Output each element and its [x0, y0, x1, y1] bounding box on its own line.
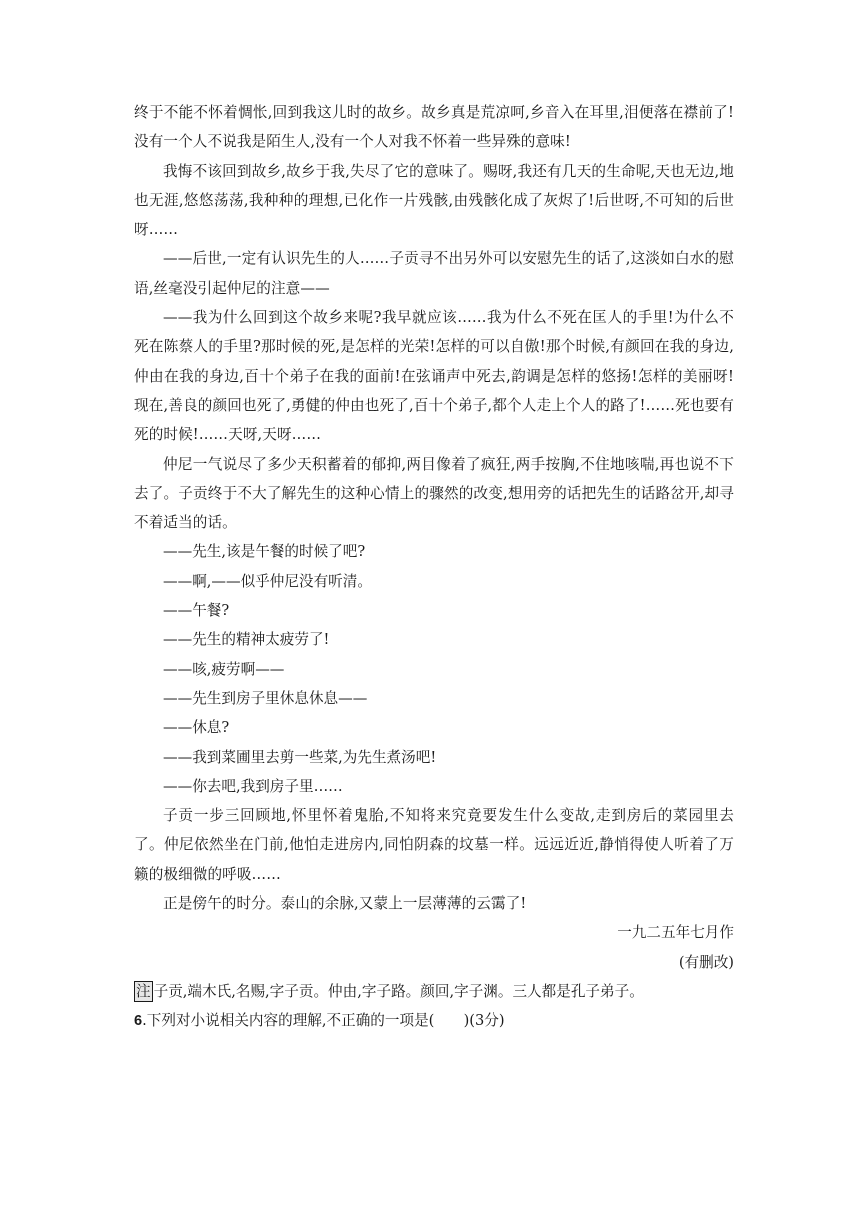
paragraph-closing-2: 正是傍午的时分。泰山的余脉,又蒙上一层薄薄的云霭了!: [163, 895, 527, 913]
question-text: .下列对小说相关内容的理解,不正确的一项是( )(3分): [142, 1012, 505, 1030]
question-6: [134, 1006, 734, 1036]
dialogue-line: ——你去吧,我到房子里……: [163, 777, 343, 795]
dialogue-line: ——先生,该是午餐的时候了吧?: [163, 543, 366, 561]
footnote-text: 子贡,端木氏,名赐,字子贡。仲由,字子路。颜回,字子渊。三人都是孔子弟子。: [153, 982, 644, 1000]
paragraph-5: 仲尼一气说尽了多少天积蓄着的郁抑,两目像着了疯狂,两手按胸,不住地咳喘,再也说不下去了。子贡终于不大了解先生的这种心情上的骤然的改变,想用旁的话把先生的话路岔开,却寻不着适当的话。: [134, 455, 734, 532]
paragraph-closing-1: 子贡一步三回顾地,怀里怀着鬼胎,不知将来究竟要发生什么变故,走到房后的菜园里去了。仲尼依然坐在门前,他怕走进房内,同怕阴森的坟墓一样。远远近近,静悄得使人听着了万籁的极细微的呼吸……: [134, 807, 734, 883]
dialogue-line: ——先生的精神太疲劳了!: [163, 631, 330, 649]
footnote: [134, 977, 734, 1006]
dialogue-line: ——啊,——似乎仲尼没有听清。: [163, 572, 372, 590]
dialogue-line: ——咳,疲劳啊——: [163, 660, 285, 678]
footnote-badge: 注: [136, 983, 151, 1001]
paragraph-1: 终于不能不怀着惆怅,回到我这儿时的故乡。故乡真是荒凉呵,乡音入在耳里,泪便落在襟前了!没有一个人不说我是陌生人,没有一个人对我不怀着一些异殊的意味!: [134, 104, 734, 151]
paragraph-3: ——后世,一定有认识先生的人……子贡寻不出另外可以安慰先生的话了,这淡如白水的慰语,丝毫没引起仲尼的注意——: [134, 250, 734, 297]
paragraph-2: 我悔不该回到故乡,故乡于我,失尽了它的意味了。赐呀,我还有几天的生命呢,天也无边,地也无涯,悠悠荡荡,我种种的理想,已化作一片残骸,由残骸化成了灰烬了!后世呀,不可知的后世呀……: [134, 162, 734, 239]
date-line: 一九二五年七月作: [617, 924, 734, 942]
article-body: [134, 98, 734, 1037]
dialogue-line: ——休息?: [163, 719, 230, 737]
edit-note: (有删改): [678, 953, 734, 971]
paragraph-4: ——我为什么回到这个故乡来呢?我早就应该……我为什么不死在匡人的手里!为什么不死在陈蔡人的手里?那时候的死,是怎样的光荣!怎样的可以自傲!那个时候,有颜回在我的身边,仲由在我的身边,百十个弟子在我的面前!在弦诵声中死去,韵调是怎样的悠扬!怎样的美丽呀!现在,善良的颜回也死了,勇健的仲由也死了,百十个弟子,都个人走上个人的路了!……死也要有死的时候!……天呀,天呀……: [134, 309, 734, 444]
question-number: 6: [134, 1013, 143, 1030]
dialogue-line: ——先生到房子里休息休息——: [163, 689, 368, 707]
dialogue-line: ——午餐?: [163, 602, 230, 620]
dialogue-line: ——我到菜圃里去剪一些菜,为先生煮汤吧!: [163, 748, 437, 766]
